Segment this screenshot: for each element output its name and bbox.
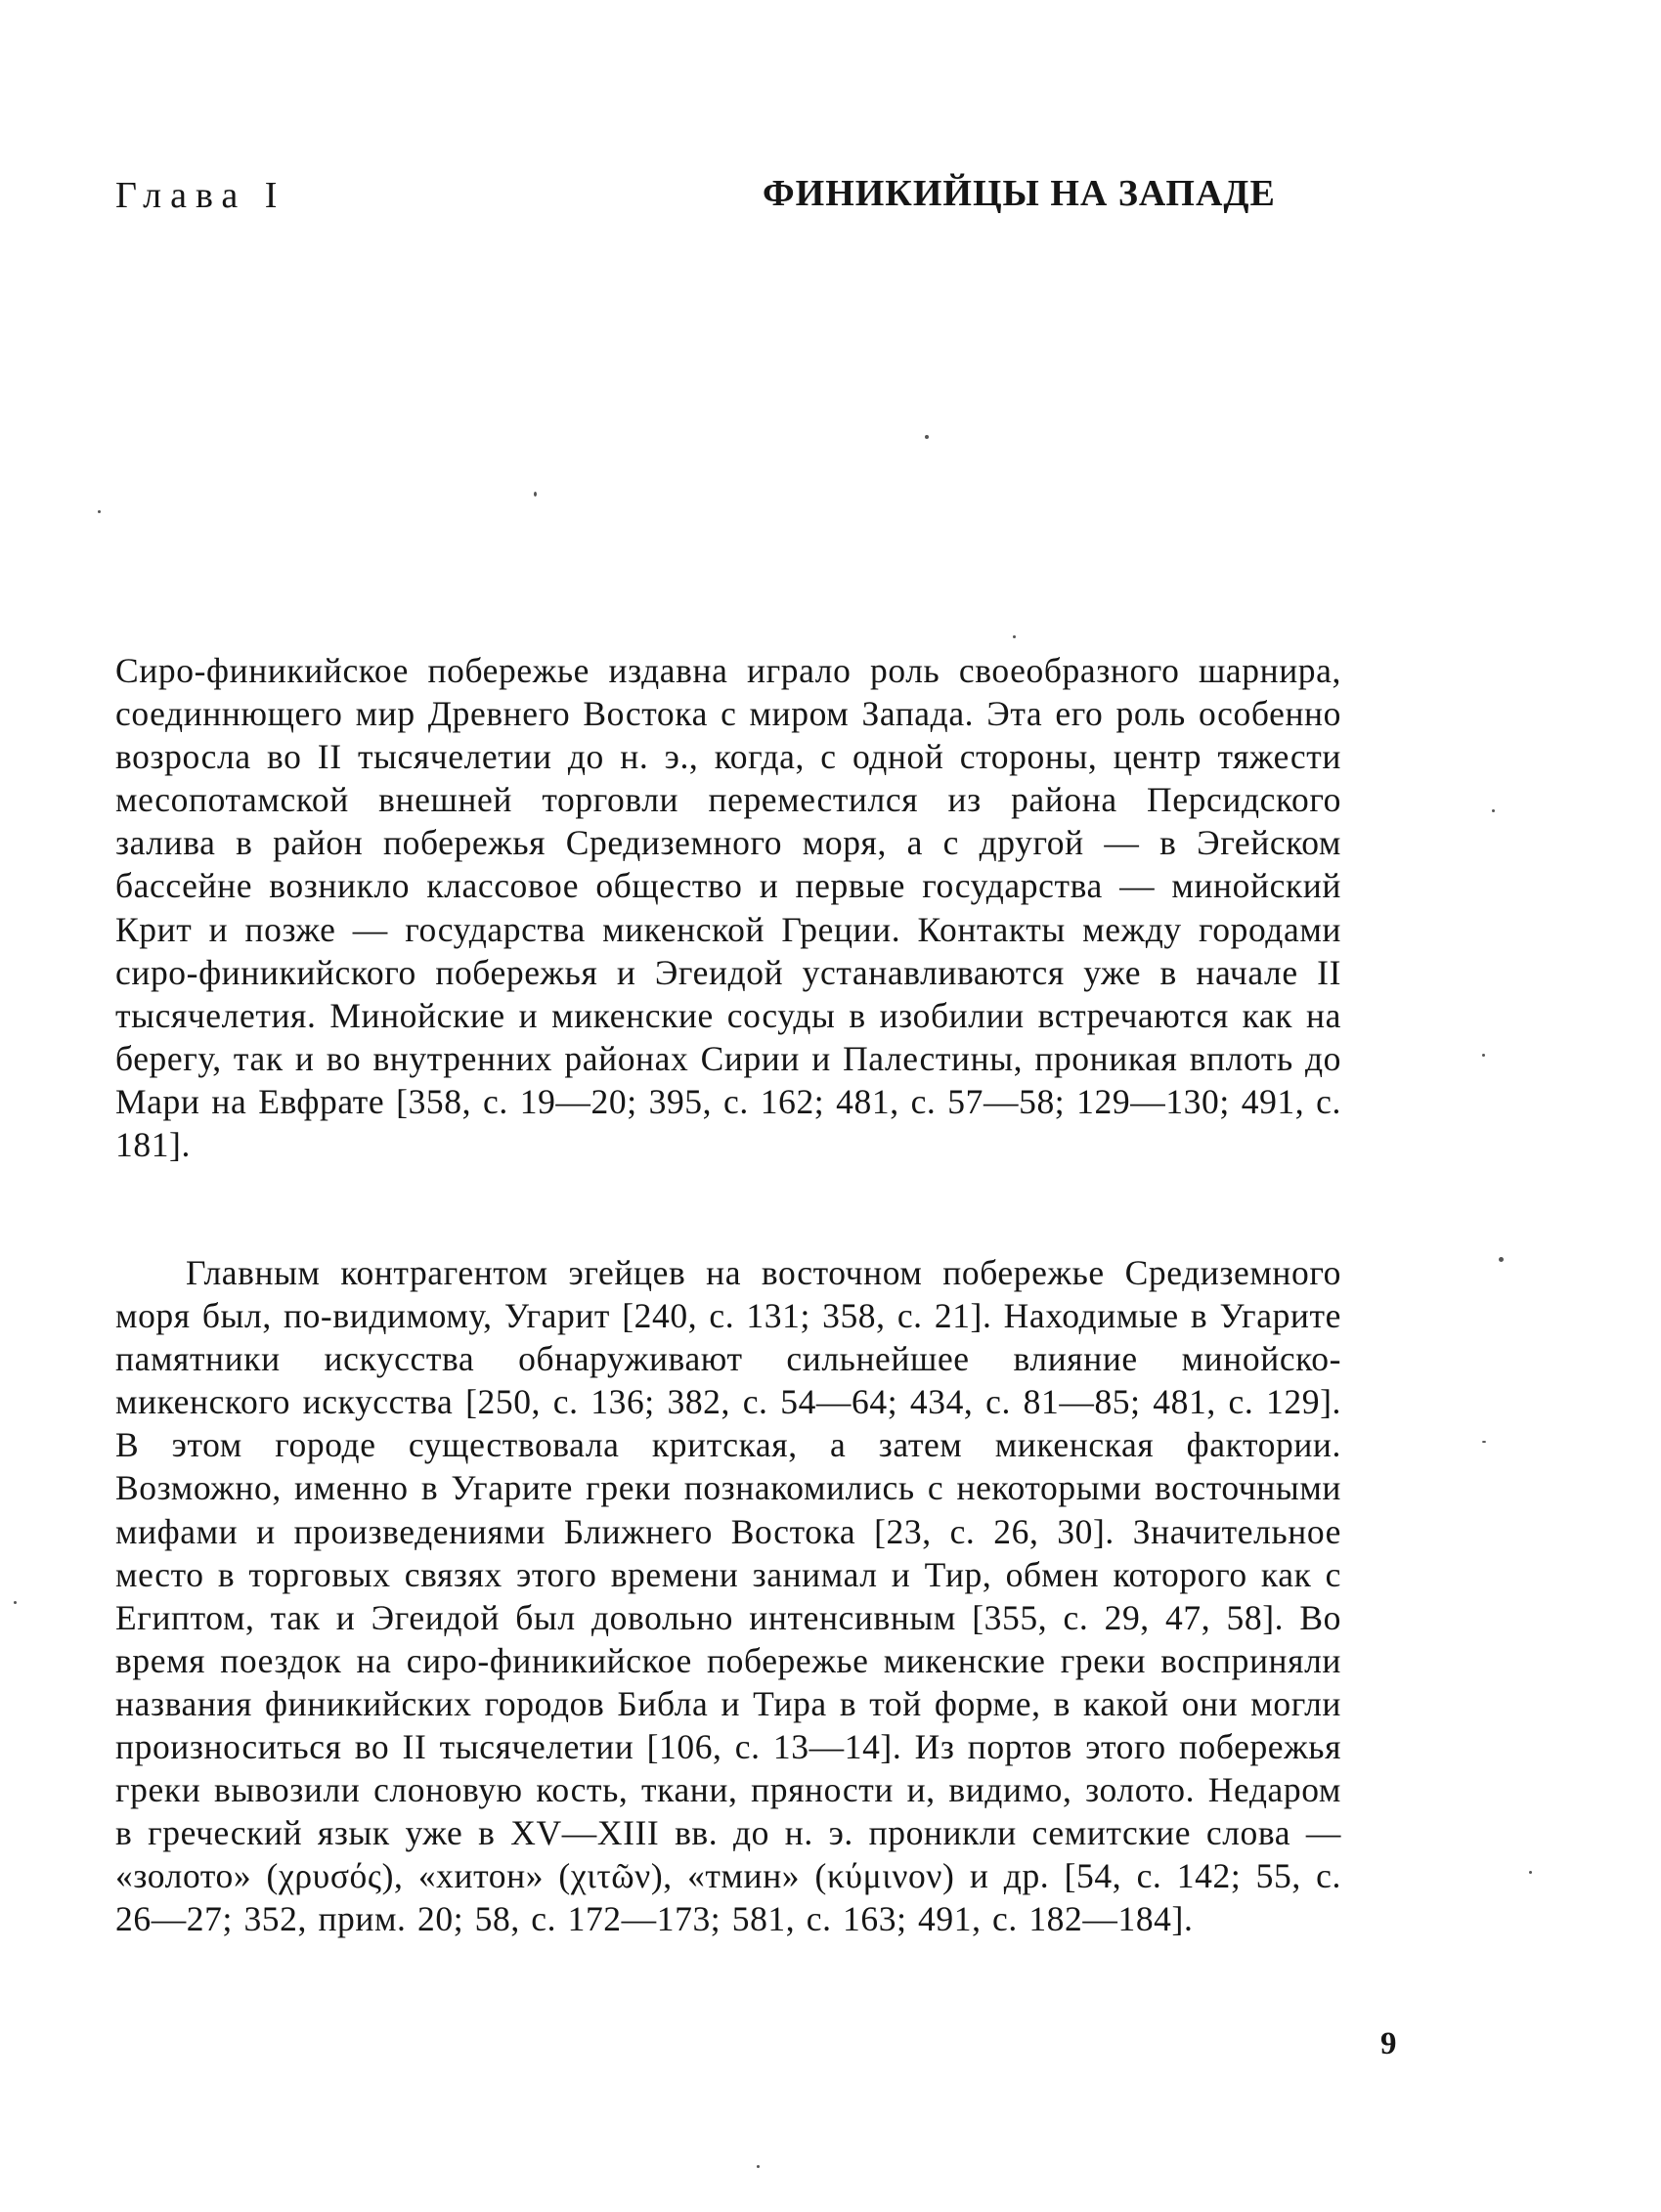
scan-speck [1529, 1871, 1532, 1874]
body-paragraph: Главным контрагентом эгейцев на восточном побережье Средиземного моря был, по-видимому, Угарит [240, с. 131; 358, с. 21]. Находимые в Угарите памятники искусства обнаруживают сильнейшее влияние минойско-микенского искусства [250, с. 136; 382, с. 54—64; 434, с. 81—85; 481, с. 129]. В этом городе существовала критская, а затем микенская фактории. Возможно, именно в Угарите греки познакомились с некоторыми восточными мифами и произведениями Ближнего Востока [23, с. 26, 30]. Значительное место в торговых связях этого времени занимал и Тир, обмен которого как с Египтом, так и Эгеидой был довольно интенсивным [355, с. 29, 47, 58]. Во время поездок на сиро-финикийское побережье микенские греки восприняли названия финикийских городов Библа и Тира в той форме, в какой они могли произноситься во II тысячелетии [106, с. 13—14]. Из портов этого побережья греки вывозили слоновую кость, ткани, пряности и, видимо, золото. Недаром в греческий язык уже в XV—XIII вв. до н. э. проникли семитские слова — «золото» (χρυσός), «хитон» (χιτῶν), «тмин» (κύμινον) и др. [54, с. 142; 55, с. 26—27; 352, прим. 20; 58, с. 172—173; 581, с. 163; 491, с. 182—184]. [115, 1253, 1341, 1939]
scan-speck [1482, 1441, 1486, 1443]
scan-speck [1013, 635, 1016, 638]
scan-speck [1482, 1054, 1485, 1057]
scan-speck [925, 435, 929, 439]
chapter-label: Глава I [115, 175, 286, 216]
scan-speck [98, 510, 101, 513]
page-number: 9 [1380, 2026, 1397, 2061]
scan-speck [1499, 1257, 1504, 1262]
scan-speck [757, 2165, 760, 2168]
chapter-title: ФИНИКИЙЦЫ НА ЗАПАДЕ [763, 173, 1276, 214]
body-paragraph: Сиро-финикийское побережье издавна играло роль своеобразного шарнира, соединнющего мир Древнего Востока с миром Запада. Эта его роль особенно возросла во II тысячелетии до н. э., когда, с одной стороны, центр тяжести месопотамской внешней торговли переместился из района Персидского залива в район побережья Средиземного моря, а с другой — в Эгейском бассейне возникло классовое общество и первые государства — минойский Крит и позже — государства микенской Греции. Контакты между городами сиро-финикийского побережья и Эгеидой устанавливаются уже в начале II тысячелетия. Минойские и микенские сосуды в изобилии встречаются как на берегу, так и во внутренних районах Сирии и Палестины, проникая вплоть до Мари на Евфрате [358, с. 19—20; 395, с. 162; 481, с. 57—58; 129—130; 491, с. 181]. [115, 651, 1341, 1165]
scan-speck [1492, 809, 1495, 812]
scan-speck [534, 492, 537, 497]
scan-speck [14, 1601, 17, 1604]
